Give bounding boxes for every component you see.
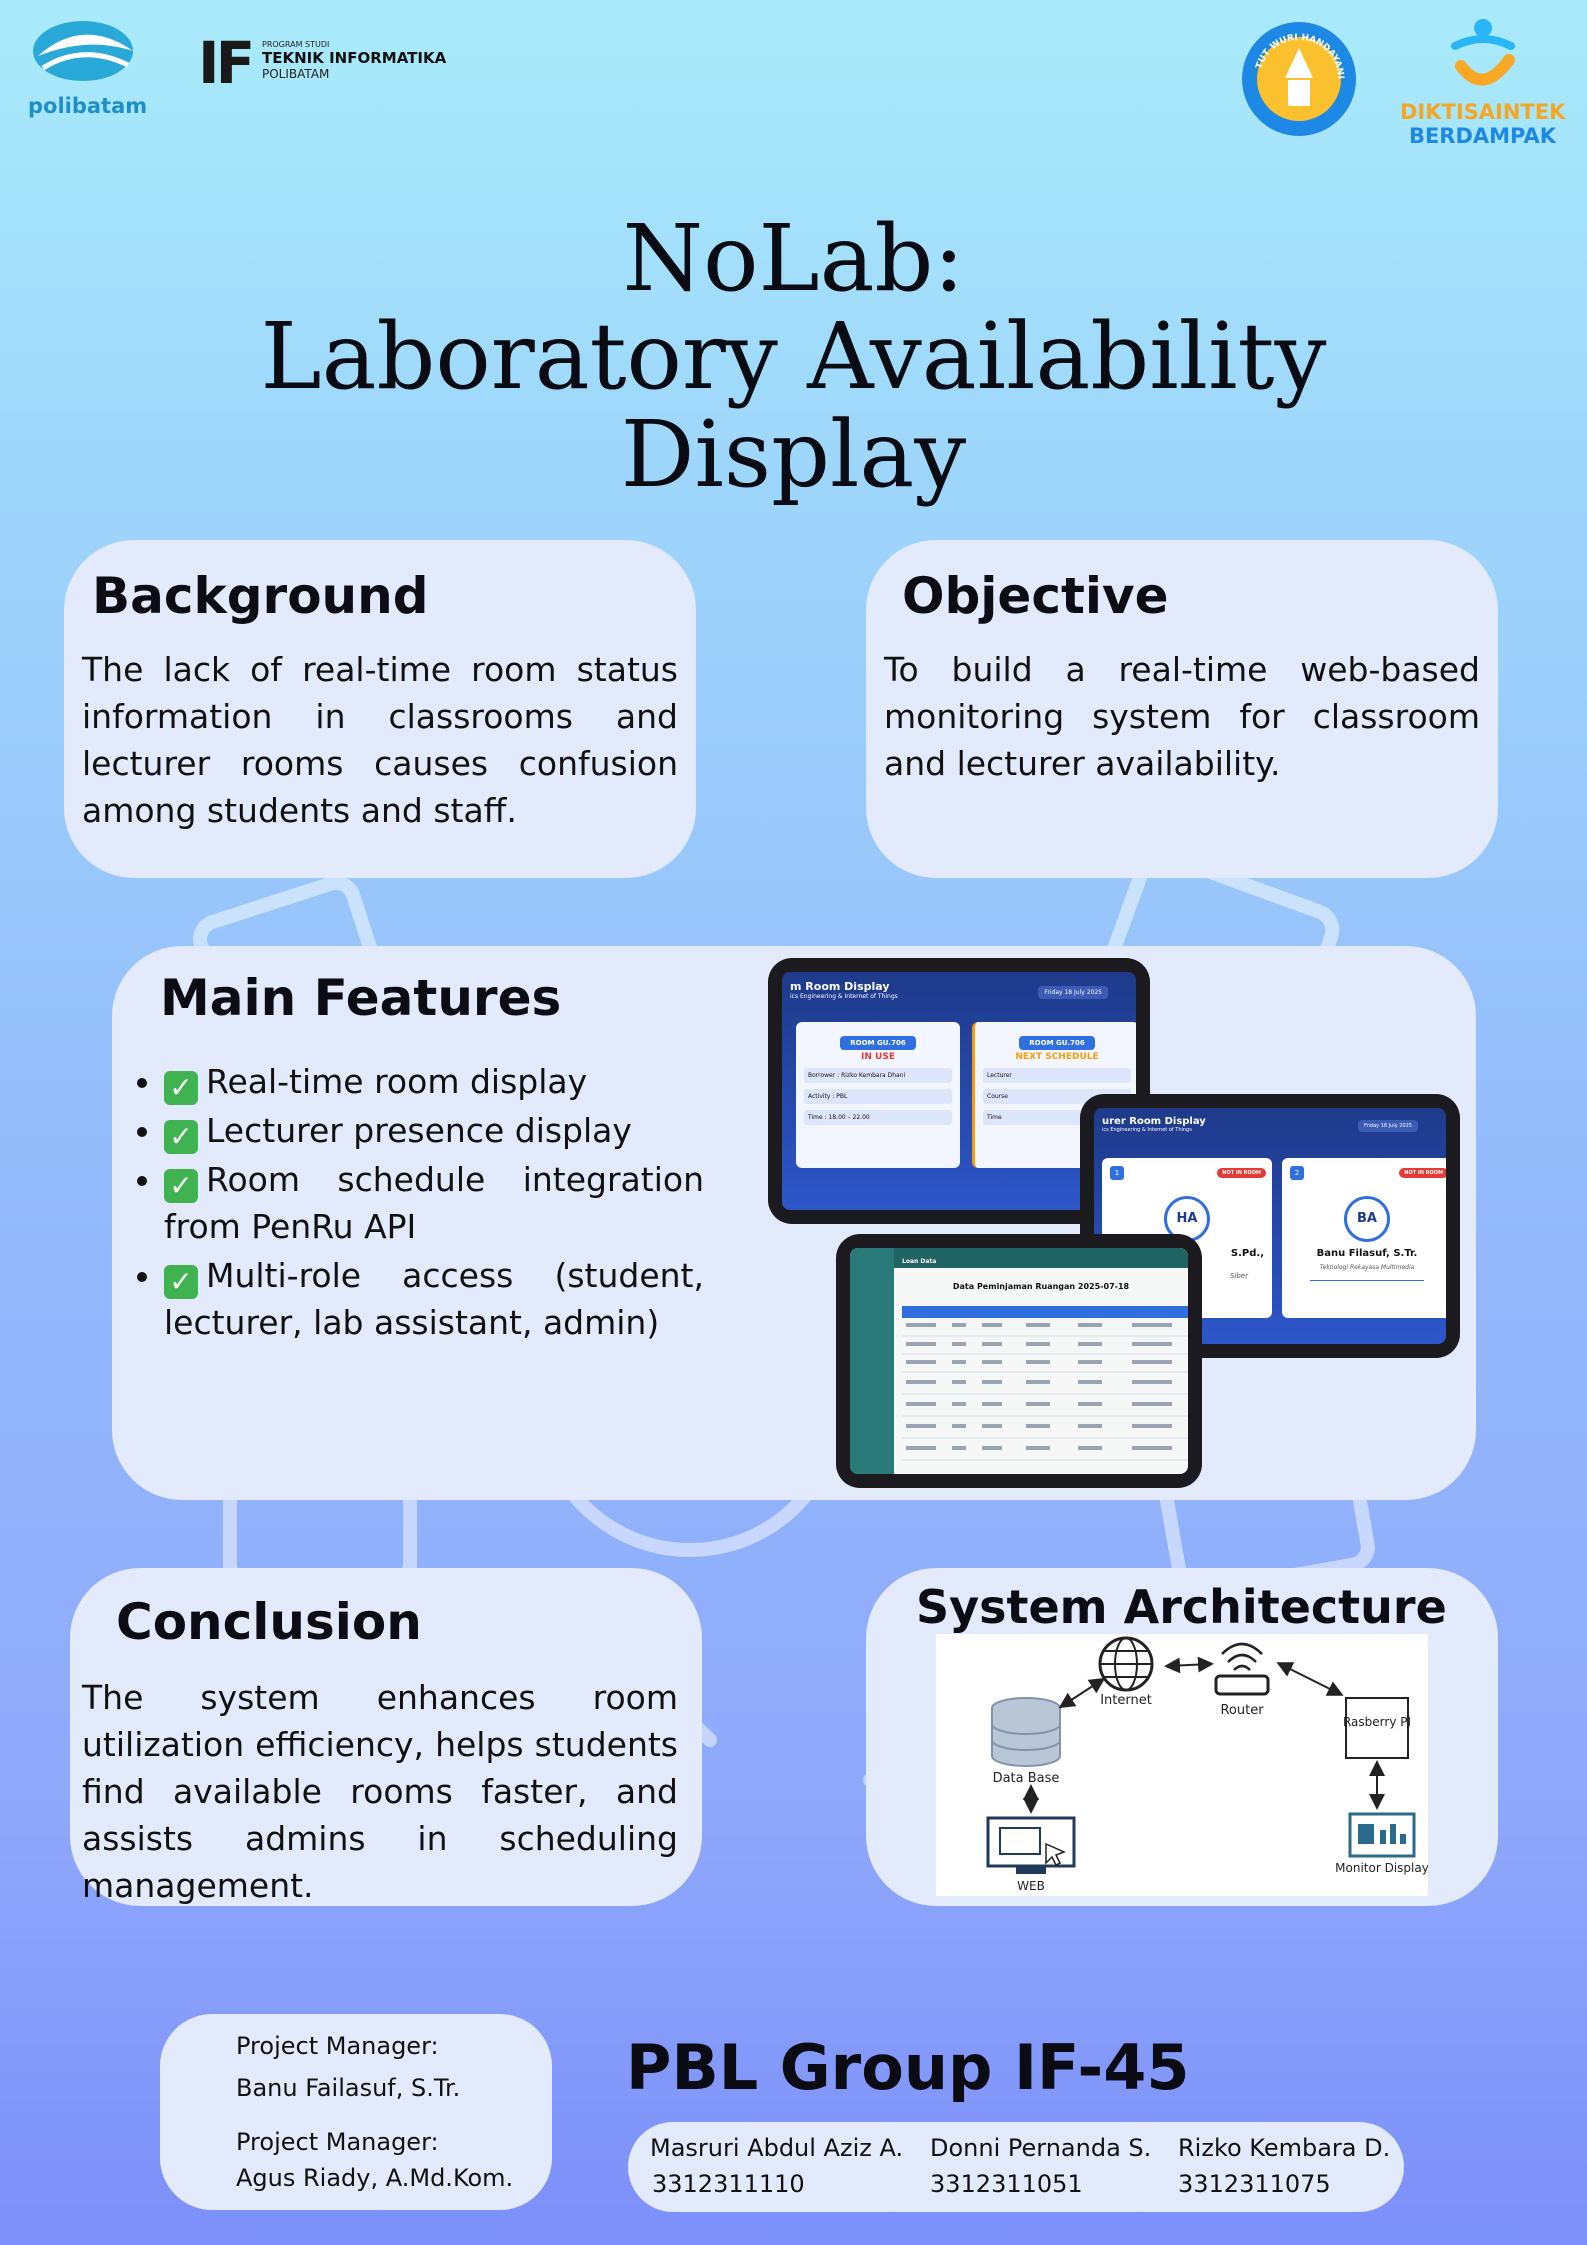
background-text: The lack of real-time room status information in classrooms and lecturer rooms causes confusion among students and staff. (82, 650, 678, 830)
check-icon: ✓ (164, 1071, 198, 1105)
lecturer-number: 2 (1290, 1166, 1304, 1180)
manager-name: Agus Riady, A.Md.Kom. (236, 2164, 514, 2192)
diktisaintek-line1: DIKTISAINTEK (1400, 100, 1566, 124)
not-in-room-badge: NOT IN ROOM (1217, 1168, 1266, 1178)
loan-header: Loan Data (902, 1258, 937, 1265)
lecturer-department: Siber (1229, 1272, 1248, 1280)
room-in-use-label: ROOM GU.706 (840, 1036, 916, 1050)
architecture-svg (936, 1634, 1428, 1896)
member-id: 3312311075 (1178, 2170, 1331, 2198)
architecture-diagram (936, 1634, 1428, 1896)
lecturer-card-2 (1282, 1158, 1446, 1318)
feature-item: • ✓ Lecturer presence display (164, 1107, 704, 1154)
objective-text: To build a real-time web-based monitoring system for classroom and lecturer availability. (884, 650, 1480, 783)
members-card (628, 2122, 1404, 2212)
tut-wuri-handayani-logo (1240, 20, 1358, 138)
if-program-name: TEKNIK INFORMATIKA (262, 49, 447, 67)
member-name: Masruri Abdul Aziz A. (650, 2134, 904, 2162)
room-next-label: ROOM GU.706 (1019, 1036, 1095, 1050)
lecturer-display-header: urer Room Display (1102, 1116, 1206, 1127)
row-label: Lecturer (983, 1068, 1131, 1083)
poster-title (0, 205, 1587, 508)
architecture-card (866, 1568, 1498, 1906)
title-line-2: Laboratory Availability (260, 303, 1327, 410)
objective-heading: Objective (902, 567, 1169, 625)
monitor-label: Monitor Display (1335, 1861, 1428, 1875)
web-label: WEB (1017, 1879, 1045, 1893)
loan-sidebar (850, 1248, 894, 1474)
if-logo-mark: IF (198, 29, 252, 97)
member (1178, 2130, 1390, 2202)
background-card (64, 540, 696, 878)
internet-icon (1100, 1638, 1152, 1690)
row-label: Activity (808, 1093, 831, 1100)
database-icon (992, 1698, 1060, 1766)
room-display-subtitle: ics Engineering & Internet of Things (790, 993, 898, 1000)
group-title: PBL Group IF-45 (626, 2031, 1190, 2104)
internet-label: Internet (1100, 1693, 1152, 1708)
if-program-label: PROGRAM STUDI (262, 40, 330, 49)
objective-card (866, 540, 1498, 878)
check-icon: ✓ (164, 1265, 198, 1299)
polibatam-wordmark: polibatam (28, 94, 148, 118)
member-name: Donni Pernanda S. (930, 2134, 1152, 2162)
loan-table-title: Data Peminjaman Ruangan 2025-07-18 (952, 1282, 1130, 1291)
loan-topbar (894, 1248, 1188, 1268)
features-list (112, 1058, 704, 1348)
feature-item: • ✓ Real-time room display (164, 1058, 704, 1105)
member-name: Rizko Kembara D. (1178, 2134, 1391, 2162)
manager-role: Project Manager: (236, 2032, 439, 2060)
room-display-date: Friday 18 July 2025 (1038, 986, 1108, 999)
row-value: Rizko Kembara Dhani (841, 1072, 906, 1079)
loan-table (902, 1306, 1188, 1474)
row-label: Time (983, 1110, 1131, 1125)
diktisaintek-emblem-icon (1443, 16, 1523, 96)
row-label: Time (808, 1114, 823, 1121)
polibatam-logo (28, 16, 148, 116)
in-use-status: IN USE (861, 1052, 895, 1062)
conclusion-card (70, 1568, 702, 1906)
managers-card (160, 2014, 552, 2210)
database-label: Data Base (992, 1771, 1060, 1786)
row-value: 18.00 – 22.00 (828, 1114, 870, 1121)
polibatam-wave-icon (28, 16, 138, 86)
if-campus: POLIBATAM (262, 67, 330, 81)
lecturer-name: Banu Filasuf, S.Tr. (1316, 1248, 1418, 1259)
manager-name: Banu Failasuf, S.Tr. (236, 2074, 461, 2102)
member (650, 2130, 903, 2202)
check-icon: ✓ (164, 1169, 198, 1203)
router-label: Router (1220, 1703, 1264, 1718)
room-in-use-card: ROOM GU.706 IN USE Borrower : Rizko Kembara Dhani Activity : PBL Time : 18.00 – 22.00 (796, 1022, 960, 1168)
conclusion-heading: Conclusion (116, 1593, 422, 1651)
conclusion-text: The system enhances room utilization efficiency, helps students find available rooms faster, and assists admins in scheduling management. (82, 1678, 678, 1905)
diktisaintek-line2: BERDAMPAK (1408, 124, 1557, 148)
member-id: 3312311110 (652, 2170, 805, 2198)
row-label: Borrower (808, 1072, 836, 1079)
raspberry-label: Rasberry PI (1342, 1715, 1412, 1729)
manager-role: Project Manager: (236, 2128, 439, 2156)
loan-data-tablet (836, 1234, 1202, 1488)
lecturer-number: 1 (1110, 1166, 1124, 1180)
check-icon: ✓ (164, 1120, 198, 1154)
title-line-1: NoLab: (622, 205, 965, 312)
lecturer-department: Teknologi Rekayasa Multimedia (1319, 1264, 1415, 1271)
features-heading: Main Features (160, 969, 562, 1027)
lecturer-avatar: BA (1344, 1196, 1390, 1242)
member-id: 3312311051 (930, 2170, 1083, 2198)
router-icon (1216, 1644, 1268, 1694)
diktisaintek-logo (1400, 16, 1565, 156)
not-in-room-badge: NOT IN ROOM (1399, 1168, 1446, 1178)
room-display-header: m Room Display (790, 980, 890, 993)
feature-item: • ✓ Room schedule integration from PenRu API (164, 1156, 704, 1250)
background-heading: Background (92, 567, 429, 625)
architecture-heading: System Architecture (916, 1580, 1447, 1634)
lecturer-display-subtitle: ics Engineering & Internet of Things (1102, 1127, 1192, 1133)
lecturer-avatar: HA (1164, 1196, 1210, 1242)
lecturer-name: S.Pd., (1230, 1248, 1264, 1259)
tut-wuri-text: TUT WURI HANDAYANI (1254, 32, 1346, 80)
next-schedule-status: NEXT SCHEDULE (1015, 1052, 1099, 1062)
row-label: Course (983, 1089, 1131, 1104)
web-icon (988, 1818, 1074, 1874)
title-line-3: Display (620, 401, 967, 508)
lecturer-display-date: Friday 18 July 2025 (1358, 1120, 1418, 1132)
monitor-display-icon (1350, 1814, 1414, 1856)
member (930, 2130, 1151, 2202)
row-value: PBL (836, 1093, 848, 1100)
feature-item: • ✓ Multi-role access (student, lecturer, lab assistant, admin) (164, 1252, 704, 1346)
